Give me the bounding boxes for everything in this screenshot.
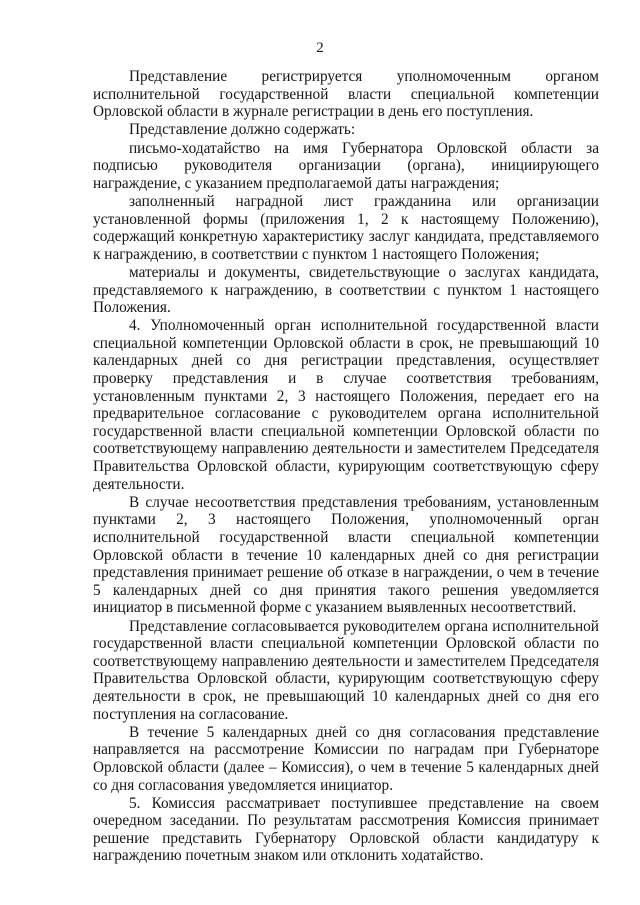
page-number: 2 <box>316 40 324 56</box>
paragraph-petition-letter: письмо-ходатайство на имя Губернатора Орловской области за подписью руководителя организации (органа), инициирующего награждение, с указанием предполагаемой даты награждения; <box>93 139 599 192</box>
paragraph-section-4-review: 4. Уполномоченный орган исполнительной государственной власти специальной компетенции Орловской области в срок, не превышающий 10 календарных дней со дня регистрации представления, осуществляет проверку представления и в случае соответствия требованиям, установленным пунктами 2, 3 настоящего Положения, передает его на предварительное согласование с руководителем органа исполнительной государственной власти специальной компетенции Орловской области по соответствующему направлению деятельности и заместителем Председателя Правительства Орловской области, курирующим соответствующую сферу деятельности. <box>93 317 599 493</box>
paragraph-award-sheet: заполненный наградной лист гражданина или организации установленной формы (приложения 1, 2 к настоящему Положению), содержащий конкретную характеристику заслуг кандидата, представляемого к награждению, в соответствии с пунктом 1 настоящего Положения; <box>93 192 599 263</box>
paragraph-commission-referral: В течение 5 календарных дней со дня согласования представление направляется на рассмотрение Комиссии по наградам при Губернаторе Орловской области (далее – Комиссия), о чем в течение 5 календарных дней со дня согласования уведомляется инициатор. <box>93 723 599 794</box>
paragraph-refusal: В случае несоответствия представления требованиям, установленным пунктами 2, 3 настоящего Положения, уполномоченный орган исполнительной государственной власти специальной компетенции Орловской области в течение 10 календарных дней со дня регистрации представления принимает решение об отказе в награждении, о чем в течение 5 календарных дней со дня принятия такого решения уведомляется инициатор в письменной форме с указанием выявленных несоответствий. <box>93 493 599 617</box>
paragraph-contents-intro: Представление должно содержать: <box>129 121 356 139</box>
paragraph-section-5-commission: 5. Комиссия рассматривает поступившее представление на своем очередном заседании. По результатам рассмотрения Комиссия принимает решение представить Губернатору Орловской области кандидатуру к награждению почетным знаком или отклонить ходатайство. <box>93 794 599 865</box>
paragraph-supporting-materials: материалы и документы, свидетельствующие о заслугах кандидата, представляемого к награждению, в соответствии с пунктом 1 настоящего Положения. <box>93 263 599 317</box>
document-body <box>93 68 599 865</box>
paragraph-approval: Представление согласовывается руководителем органа исполнительной государственной власти специальной компетенции Орловской области по соответствующему направлению деятельности и заместителем Председателя Правительства Орловской области, курирующим соответствующую сферу деятельности в срок, не превышающий 10 календарных дней со дня его поступления на согласование. <box>93 617 599 723</box>
paragraph-registration: Представление регистрируется уполномоченным органом исполнительной государственной власти специальной компетенции Орловской области в журнале регистрации в день его поступления. <box>93 68 599 121</box>
